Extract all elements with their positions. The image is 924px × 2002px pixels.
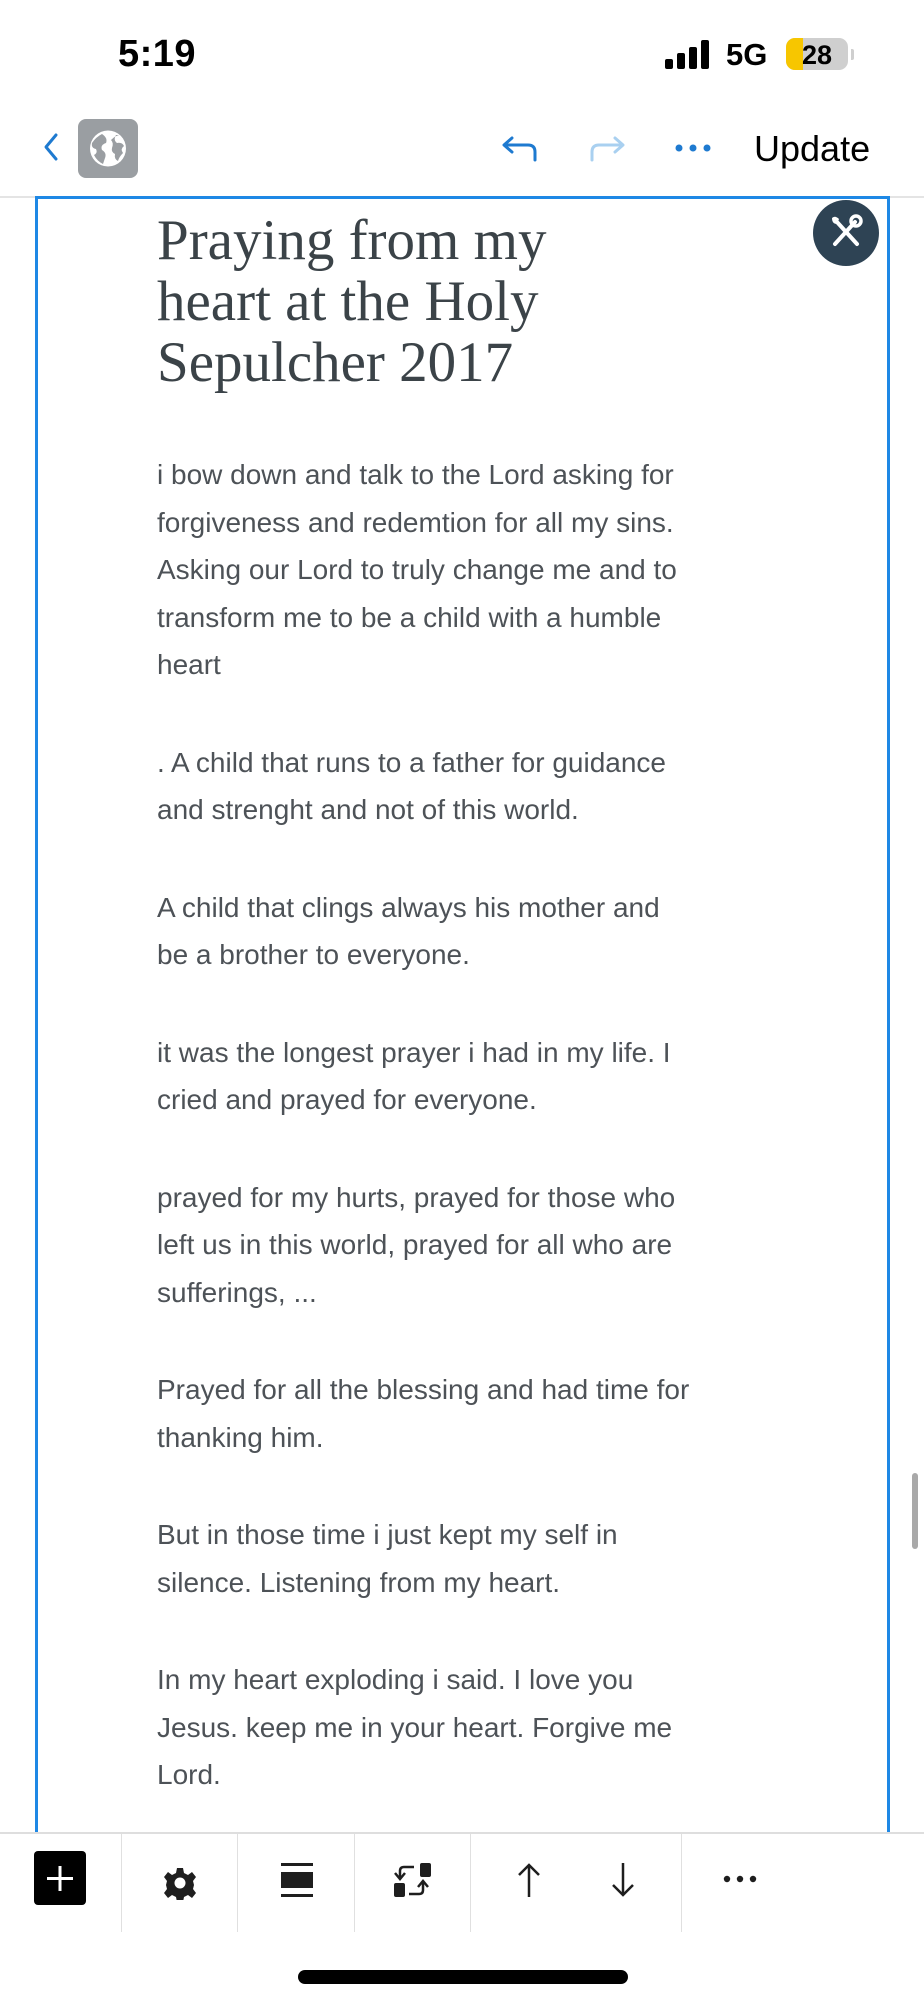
content-paragraph[interactable] [157, 1366, 797, 1461]
post-content[interactable] [157, 451, 797, 1849]
paragraph-line: . A child that runs to a father for guidance [157, 746, 666, 778]
paragraph-line: silence. Listening from my heart. [157, 1566, 561, 1598]
paragraph-line: be a brother to everyone. [157, 939, 470, 970]
paragraph-line: left us in this world, prayed for all who are [157, 1229, 673, 1260]
paragraph-line: Lord. [157, 1759, 221, 1790]
paragraph-line: In my heart exploding i said. I love you [157, 1664, 634, 1695]
block-tools-button[interactable] [813, 200, 879, 266]
paragraph-line: sufferings, ... [157, 1276, 317, 1308]
chevron-left-icon [40, 128, 64, 166]
title-line: Praying from my [157, 209, 547, 272]
content-paragraph[interactable] [157, 451, 797, 689]
plus-icon [34, 1851, 86, 1905]
globe-icon [78, 119, 138, 178]
paragraph-line: Jesus. keep me in your heart. Forgive me [157, 1711, 673, 1743]
paragraph-line: thanking him. [157, 1421, 324, 1453]
move-down-button[interactable] [607, 1862, 639, 1903]
post-title[interactable] [157, 210, 677, 393]
content-paragraph[interactable] [157, 1511, 797, 1606]
redo-icon [587, 132, 627, 164]
update-button[interactable]: Update [754, 128, 871, 169]
paragraph-line: forgiveness and redemtion for all my sins. [157, 506, 674, 538]
paragraph-line: Asking our Lord to truly change me and to [157, 554, 677, 585]
back-button[interactable] [40, 128, 64, 166]
battery-icon [786, 38, 848, 70]
paragraph-line: A child that clings always his mother and [157, 891, 660, 923]
gear-icon [163, 1866, 197, 1900]
signal-icon [665, 40, 711, 69]
transform-button[interactable] [392, 1863, 436, 1904]
toolbar-divider [470, 1834, 471, 1932]
paragraph-line: it was the longest prayer i had in my life. I [157, 1036, 671, 1068]
paragraph-line: But in those time i just kept my self in [157, 1519, 618, 1550]
scrollbar[interactable] [912, 1473, 918, 1549]
battery-nub [851, 49, 854, 60]
settings-button[interactable] [163, 1866, 197, 1905]
more-options-button[interactable] [672, 132, 714, 164]
ellipsis-icon [672, 132, 714, 164]
status-time: 5:19 [118, 33, 197, 75]
ellipsis-icon [718, 1869, 762, 1889]
toolbar-divider [354, 1834, 355, 1932]
battery-level: 28 [801, 40, 833, 70]
toolbar-divider [121, 1834, 122, 1932]
paragraph-line: heart [157, 649, 221, 680]
move-up-button[interactable] [513, 1862, 545, 1903]
paragraph-line: i bow down and talk to the Lord asking for [157, 459, 674, 490]
content-paragraph[interactable] [157, 1174, 797, 1317]
arrow-up-icon [513, 1862, 545, 1898]
undo-icon [500, 132, 540, 164]
paragraph-line: cried and prayed for everyone. [157, 1084, 537, 1115]
arrow-down-icon [607, 1862, 639, 1898]
block-more-options-button[interactable] [718, 1869, 762, 1894]
redo-button[interactable] [587, 132, 627, 164]
paragraph-line: prayed for my hurts, prayed for those who [157, 1181, 676, 1213]
paragraph-line: Prayed for all the blessing and had time for [157, 1374, 690, 1405]
network-type: 5G [726, 37, 768, 72]
content-paragraph[interactable] [157, 1656, 797, 1799]
toolbar-divider [681, 1834, 682, 1932]
undo-button[interactable] [500, 132, 540, 164]
content-paragraph[interactable] [157, 884, 797, 979]
paragraph-line: and strenght and not of this world. [157, 794, 579, 825]
content-paragraph[interactable] [157, 739, 797, 834]
home-indicator [298, 1970, 628, 1984]
add-block-button[interactable] [34, 1851, 86, 1905]
tools-icon [813, 200, 879, 266]
block-align-icon [280, 1862, 314, 1898]
content-paragraph[interactable] [157, 1029, 797, 1124]
toolbar-divider [237, 1834, 238, 1932]
title-line: heart at the Holy [157, 270, 539, 333]
align-button[interactable] [280, 1862, 314, 1903]
title-line: Sepulcher 2017 [157, 331, 514, 394]
transform-icon [392, 1863, 436, 1899]
paragraph-line: transform me to be a child with a humble [157, 601, 662, 633]
site-icon-button[interactable] [78, 119, 138, 178]
